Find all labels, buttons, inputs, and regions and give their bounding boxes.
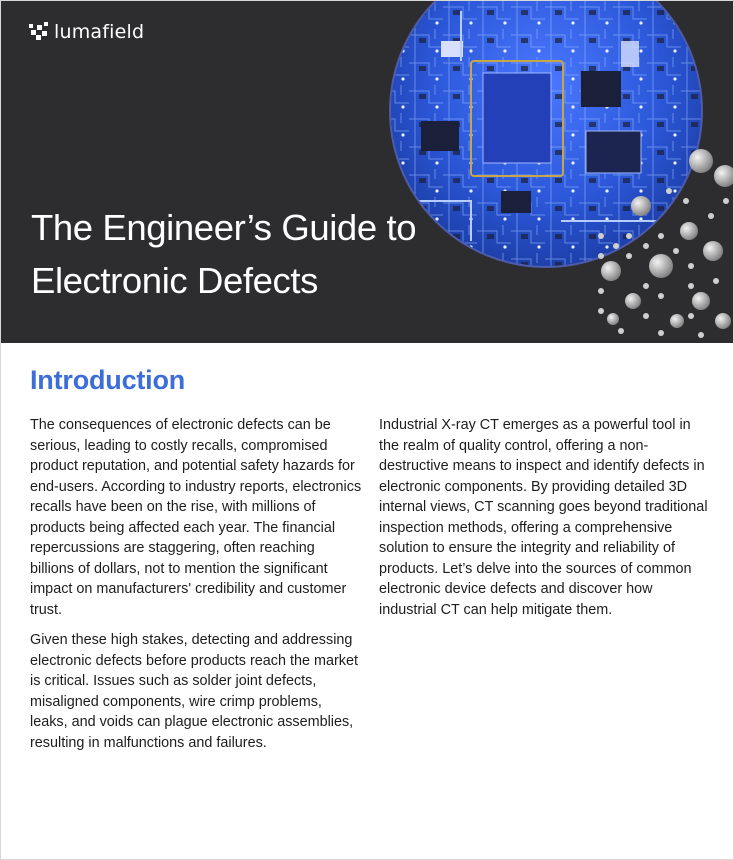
section-heading: Introduction xyxy=(30,365,186,395)
title-line-2: Electronic Defects xyxy=(31,260,318,301)
lumafield-logo xyxy=(29,21,144,43)
brand-name: lumafield xyxy=(54,21,145,43)
body-column-left xyxy=(30,415,362,763)
paragraph: Industrial X-ray CT emerges as a powerful tool in the realm of quality control, offering a non-destructive means to inspect and identify defects in electronic components. By providing detailed 3D internal views, CT scanning goes beyond traditional inspection methods, offering a comprehensive solution to ensure the integrity and reliability of products. Let’s delve into the sources of common electronic device defects and discover how industrial CT can help mitigate them. xyxy=(379,417,708,618)
page-title xyxy=(31,201,551,307)
paragraph: Given these high stakes, detecting and addressing electronic defects before products reach the market is critical. Issues such as solder joint defects, misaligned components, wire crimp problems, leaks, and voids can plague electronic assemblies, resulting in malfunctions and failures. xyxy=(30,632,358,751)
paragraph: The consequences of electronic defects can be serious, leading to costly recalls, compromised product reputation, and potential safety hazards for end-users. According to industry reports, electronics recalls have been on the rise, with millions of products being affected each year. The financial repercussions are staggering, often reaching billions of dollars, not to mention the significant impact on manufacturers' credibility and customer trust. xyxy=(30,417,362,618)
body-column-right xyxy=(379,415,711,630)
hero-banner xyxy=(1,1,733,343)
lumafield-logo-icon xyxy=(29,22,49,42)
title-line-1: The Engineer’s Guide to xyxy=(31,207,417,248)
